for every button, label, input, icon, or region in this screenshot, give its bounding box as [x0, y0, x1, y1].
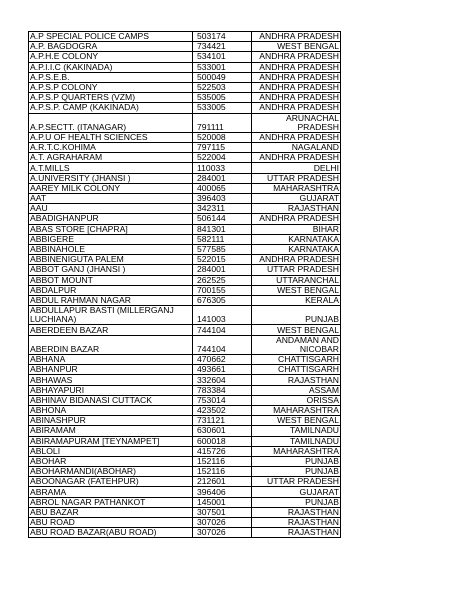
pincode-table-body [29, 32, 341, 538]
office-name-cell: ABBINAHOLE [29, 244, 193, 254]
state-cell: WEST BENGAL [252, 416, 341, 426]
office-name-cell: ABU ROAD BAZAR(ABU ROAD) [29, 528, 193, 538]
table-row [29, 285, 341, 295]
state-cell: MAHARASHTRA [252, 446, 341, 456]
state-cell: RAJASTHAN [252, 507, 341, 517]
table-row [29, 355, 341, 365]
pincode-cell: 744104 [193, 325, 252, 335]
table-row [29, 306, 341, 325]
state-cell: ANDHRA PRADESH [252, 153, 341, 163]
office-name-cell: ABAS STORE [CHAPRA] [29, 224, 193, 234]
state-cell: TAMILNADU [252, 436, 341, 446]
office-name-cell: AAU [29, 204, 193, 214]
state-cell: ANDHRA PRADESH [252, 32, 341, 42]
table-row [29, 224, 341, 234]
table-row [29, 62, 341, 72]
table-row [29, 42, 341, 52]
table-row [29, 405, 341, 415]
table-row [29, 295, 341, 305]
office-name-cell: ABU ROAD [29, 518, 193, 528]
table-row [29, 163, 341, 173]
office-name-cell: ABERDIN BAZAR [29, 335, 193, 354]
state-cell: ASSAM [252, 385, 341, 395]
office-name-cell: A.R.T.C.KOHIMA [29, 143, 193, 153]
pincode-cell: 307501 [193, 507, 252, 517]
state-cell: ANDHRA PRADESH [252, 255, 341, 265]
table-row [29, 132, 341, 142]
state-cell: GUJARAT [252, 487, 341, 497]
pincode-cell: 630601 [193, 426, 252, 436]
table-row [29, 528, 341, 538]
state-cell: ANDHRA PRADESH [252, 52, 341, 62]
office-name-cell: A.P.S.E.B. [29, 72, 193, 82]
office-name-cell: ABOHARMANDI(ABOHAR) [29, 467, 193, 477]
state-cell: MAHARASHTRA [252, 405, 341, 415]
table-row [29, 244, 341, 254]
state-cell: ANDHRA PRADESH [252, 132, 341, 142]
table-row [29, 518, 341, 528]
state-cell: PUNJAB [252, 467, 341, 477]
pincode-cell: 307026 [193, 528, 252, 538]
office-name-cell: ABBIGERE [29, 234, 193, 244]
pincode-cell: 841301 [193, 224, 252, 234]
office-name-cell: A.P.H.E COLONY [29, 52, 193, 62]
table-row [29, 153, 341, 163]
pincode-cell: 506144 [193, 214, 252, 224]
pincode-cell: 284001 [193, 265, 252, 275]
office-name-cell: ABHAWAS [29, 375, 193, 385]
state-cell: ANDHRA PRADESH [252, 93, 341, 103]
pincode-cell: 522503 [193, 82, 252, 92]
table-row [29, 395, 341, 405]
pincode-cell: 152116 [193, 456, 252, 466]
table-row [29, 183, 341, 193]
table-row [29, 497, 341, 507]
state-cell: PUNJAB [252, 306, 341, 325]
table-row [29, 446, 341, 456]
table-row [29, 456, 341, 466]
office-name-cell: A.P.S.P QUARTERS (VZM) [29, 93, 193, 103]
office-name-cell: AAT [29, 194, 193, 204]
state-cell: TAMILNADU [252, 426, 341, 436]
office-name-cell: ABLOLI [29, 446, 193, 456]
table-row [29, 52, 341, 62]
pincode-cell: 141003 [193, 306, 252, 325]
office-name-cell: A.T. AGRAHARAM [29, 153, 193, 163]
pincode-cell: 700155 [193, 285, 252, 295]
pincode-cell: 520008 [193, 132, 252, 142]
table-row [29, 214, 341, 224]
pincode-cell: 753014 [193, 395, 252, 405]
pincode-cell: 676305 [193, 295, 252, 305]
office-name-cell: ABHANA [29, 355, 193, 365]
state-cell: UTTAR PRADESH [252, 265, 341, 275]
pincode-cell: 503174 [193, 32, 252, 42]
table-row [29, 255, 341, 265]
state-cell: CHATTISGARH [252, 355, 341, 365]
pincode-cell: 577585 [193, 244, 252, 254]
state-cell: KARNATAKA [252, 244, 341, 254]
table-row [29, 426, 341, 436]
state-cell: RAJASTHAN [252, 518, 341, 528]
table-row [29, 234, 341, 244]
table-row [29, 436, 341, 446]
office-name-cell: ABDALPUR [29, 285, 193, 295]
state-cell: ANDHRA PRADESH [252, 72, 341, 82]
state-cell: DELHI [252, 163, 341, 173]
pincode-cell: 783384 [193, 385, 252, 395]
pincode-cell: 332604 [193, 375, 252, 385]
table-row [29, 325, 341, 335]
table-row [29, 275, 341, 285]
table-row [29, 507, 341, 517]
table-row [29, 416, 341, 426]
state-cell: ANDHRA PRADESH [252, 103, 341, 113]
state-cell: WEST BENGAL [252, 325, 341, 335]
pincode-cell: 797115 [193, 143, 252, 153]
state-cell: PUNJAB [252, 497, 341, 507]
table-row [29, 467, 341, 477]
table-row [29, 113, 341, 132]
state-cell: CHATTISGARH [252, 365, 341, 375]
office-name-cell: ABIRAMAPURAM [TEYNAMPET] [29, 436, 193, 446]
pincode-cell: 522004 [193, 153, 252, 163]
table-row [29, 335, 341, 354]
office-name-cell: AAREY MILK COLONY [29, 183, 193, 193]
state-cell: UTTAR PRADESH [252, 477, 341, 487]
table-row [29, 487, 341, 497]
state-cell: RAJASTHAN [252, 204, 341, 214]
office-name-cell: A.P. BAGDOGRA [29, 42, 193, 52]
pincode-cell: 284001 [193, 173, 252, 183]
state-cell: ANDHRA PRADESH [252, 82, 341, 92]
table-row [29, 32, 341, 42]
pincode-cell: 535005 [193, 93, 252, 103]
state-cell: WEST BENGAL [252, 285, 341, 295]
pincode-table [28, 31, 341, 538]
state-cell: WEST BENGAL [252, 42, 341, 52]
office-name-cell: ABOONAGAR (FATEHPUR) [29, 477, 193, 487]
pincode-cell: 582111 [193, 234, 252, 244]
table-row [29, 385, 341, 395]
table-row [29, 93, 341, 103]
state-cell: ANDHRA PRADESH [252, 62, 341, 72]
state-cell: MAHARASHTRA [252, 183, 341, 193]
table-row [29, 477, 341, 487]
office-name-cell: A.P.SECTT. (ITANAGAR) [29, 113, 193, 132]
table-row [29, 265, 341, 275]
pincode-cell: 533001 [193, 62, 252, 72]
state-cell: GUJARAT [252, 194, 341, 204]
table-row [29, 103, 341, 113]
office-name-cell: ABOHAR [29, 456, 193, 466]
pincode-cell: 396406 [193, 487, 252, 497]
pincode-cell: 262525 [193, 275, 252, 285]
state-cell: ANDHRA PRADESH [252, 214, 341, 224]
pincode-cell: 423502 [193, 405, 252, 415]
pincode-cell: 600018 [193, 436, 252, 446]
office-name-cell: A.P SPECIAL POLICE CAMPS [29, 32, 193, 42]
pincode-cell: 731121 [193, 416, 252, 426]
table-row [29, 82, 341, 92]
state-cell: UTTAR PRADESH [252, 173, 341, 183]
state-cell: NAGALAND [252, 143, 341, 153]
table-row [29, 194, 341, 204]
office-name-cell: ABBOT GANJ (JHANSI ) [29, 265, 193, 275]
office-name-cell: ABIRAMAM [29, 426, 193, 436]
pincode-cell: 145001 [193, 497, 252, 507]
table-row [29, 204, 341, 214]
state-cell: BIHAR [252, 224, 341, 234]
pincode-cell: 342311 [193, 204, 252, 214]
office-name-cell: ABHONA [29, 405, 193, 415]
table-row [29, 365, 341, 375]
pincode-cell: 307026 [193, 518, 252, 528]
table-row [29, 143, 341, 153]
pincode-cell: 500049 [193, 72, 252, 82]
office-name-cell: ABERDEEN BAZAR [29, 325, 193, 335]
state-cell: ARUNACHAL PRADESH [252, 113, 341, 132]
table-row [29, 72, 341, 82]
office-name-cell: ABROL NAGAR PATHANKOT [29, 497, 193, 507]
pincode-cell: 734421 [193, 42, 252, 52]
office-name-cell: ABHAYAPURI [29, 385, 193, 395]
pincode-cell: 152116 [193, 467, 252, 477]
state-cell: PUNJAB [252, 456, 341, 466]
office-name-cell: ABHANPUR [29, 365, 193, 375]
office-name-cell: ABBINENIGUTA PALEM [29, 255, 193, 265]
state-cell: ANDAMAN AND NICOBAR [252, 335, 341, 354]
state-cell: RAJASTHAN [252, 375, 341, 385]
office-name-cell: ABINASHPUR [29, 416, 193, 426]
pincode-cell: 110033 [193, 163, 252, 173]
table-row [29, 173, 341, 183]
office-name-cell: A.P.I.I.C (KAKINADA) [29, 62, 193, 72]
state-cell: KARNATAKA [252, 234, 341, 244]
office-name-cell: ABBOT MOUNT [29, 275, 193, 285]
office-name-cell: A.P.U OF HEALTH SCIENCES [29, 132, 193, 142]
state-cell: RAJASTHAN [252, 528, 341, 538]
pincode-cell: 522015 [193, 255, 252, 265]
office-name-cell: ABADIGHANPUR [29, 214, 193, 224]
office-name-cell: A.UNIVERSITY (JHANSI ) [29, 173, 193, 183]
office-name-cell: ABU BAZAR [29, 507, 193, 517]
office-name-cell: ABDULLAPUR BASTI (MILLERGANJ LUCHIANA) [29, 306, 193, 325]
pincode-cell: 791111 [193, 113, 252, 132]
office-name-cell: A.P.S.P. CAMP (KAKINADA) [29, 103, 193, 113]
office-name-cell: ABDUL RAHMAN NAGAR [29, 295, 193, 305]
pincode-cell: 493661 [193, 365, 252, 375]
pincode-cell: 400065 [193, 183, 252, 193]
pincode-cell: 415726 [193, 446, 252, 456]
pincode-cell: 212601 [193, 477, 252, 487]
state-cell: KERALA [252, 295, 341, 305]
table-row [29, 375, 341, 385]
pincode-cell: 533005 [193, 103, 252, 113]
pincode-cell: 470662 [193, 355, 252, 365]
pincode-cell: 744104 [193, 335, 252, 354]
state-cell: ORISSA [252, 395, 341, 405]
office-name-cell: ABRAMA [29, 487, 193, 497]
pincode-cell: 396403 [193, 194, 252, 204]
office-name-cell: A.T.MILLS [29, 163, 193, 173]
office-name-cell: A.P.S.P COLONY [29, 82, 193, 92]
pincode-cell: 534101 [193, 52, 252, 62]
state-cell: UTTARANCHAL [252, 275, 341, 285]
office-name-cell: ABHINAV BIDANASI CUTTACK [29, 395, 193, 405]
